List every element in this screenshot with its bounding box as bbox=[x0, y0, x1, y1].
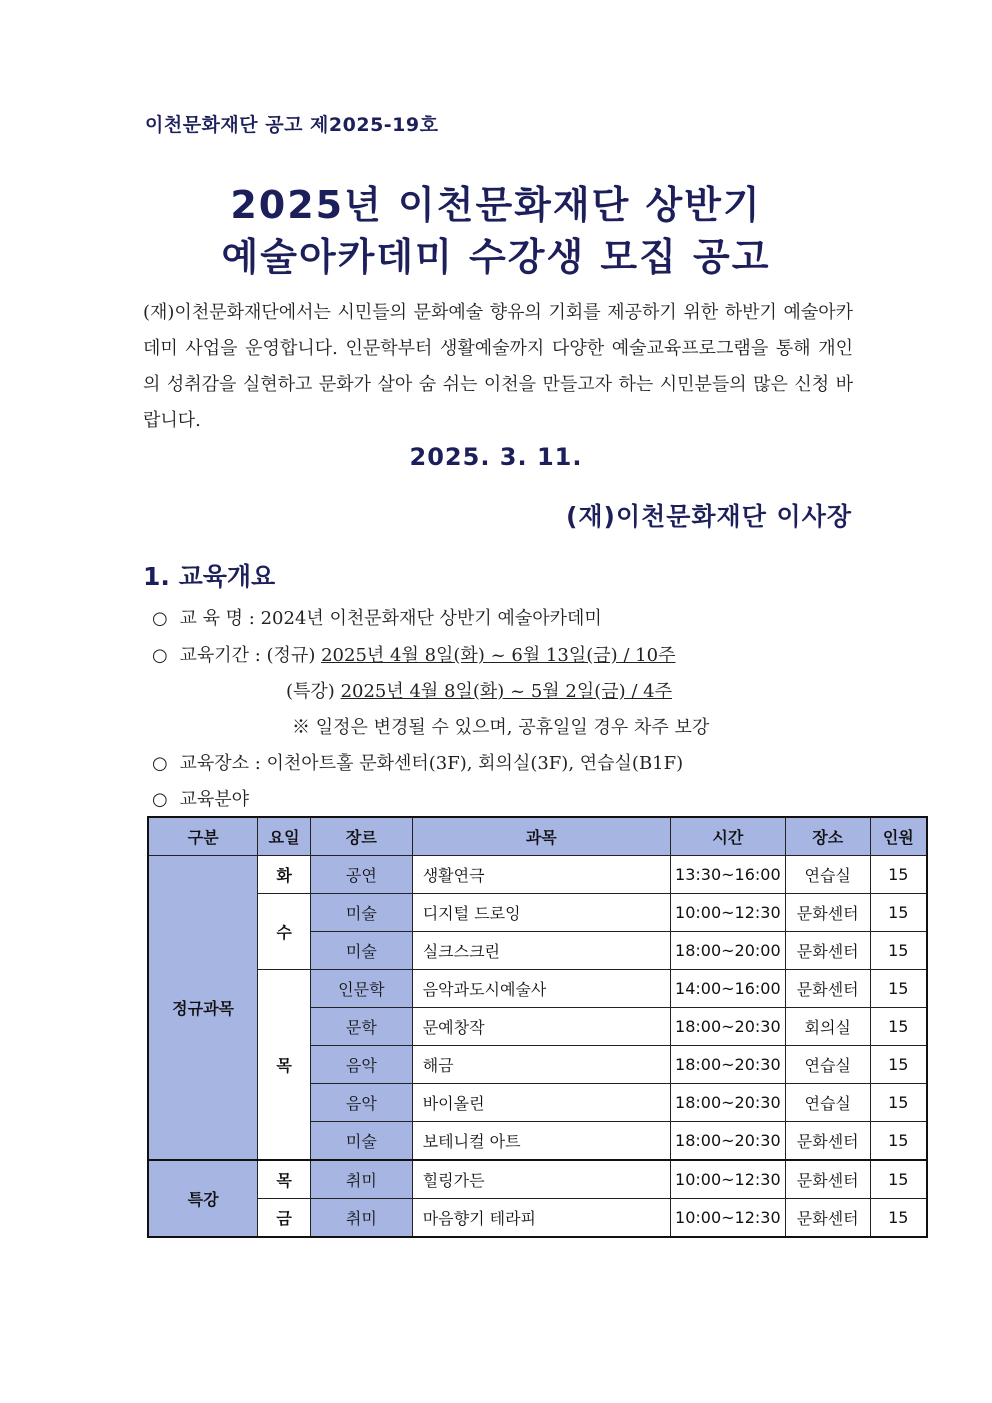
schedule-table bbox=[147, 816, 928, 1238]
place-cell: 문화센터 bbox=[785, 932, 870, 970]
genre-cell: 음악 bbox=[311, 1084, 413, 1122]
notice-number: 이천문화재단 공고 제2025-19호 bbox=[145, 114, 439, 136]
day-cell: 수 bbox=[258, 894, 311, 970]
period-special-tag: (특강) bbox=[286, 681, 335, 702]
time-cell: 18:00~20:30 bbox=[670, 1008, 785, 1046]
bullet-circle-icon: ○ bbox=[152, 789, 168, 810]
place-line bbox=[152, 749, 683, 775]
count-cell: 15 bbox=[870, 1122, 927, 1161]
genre-cell: 취미 bbox=[311, 1160, 413, 1199]
bullet-circle-icon: ○ bbox=[152, 753, 168, 774]
period-note: ※ 일정은 변경될 수 있으며, 공휴일일 경우 차주 보강 bbox=[292, 717, 710, 738]
place-cell: 연습실 bbox=[785, 856, 870, 894]
bullet-circle-icon: ○ bbox=[152, 645, 168, 666]
place-cell: 문화센터 bbox=[785, 970, 870, 1008]
subject-cell: 바이올린 bbox=[412, 1084, 670, 1122]
page-title-line2: 예술아카데미 수강생 모집 공고 bbox=[221, 235, 771, 279]
place-label: 교육장소 : bbox=[179, 753, 261, 774]
place-cell: 연습실 bbox=[785, 1084, 870, 1122]
bullet-circle-icon: ○ bbox=[152, 608, 168, 629]
time-cell: 18:00~20:30 bbox=[670, 1122, 785, 1161]
place-cell: 회의실 bbox=[785, 1008, 870, 1046]
count-cell: 15 bbox=[870, 932, 927, 970]
day-cell: 화 bbox=[258, 856, 311, 894]
table-row bbox=[148, 1199, 927, 1238]
notice-date: 2025. 3. 11. bbox=[409, 443, 583, 471]
period-special-line bbox=[286, 677, 672, 703]
genre-cell: 문학 bbox=[311, 1008, 413, 1046]
day-cell: 목 bbox=[258, 1160, 311, 1199]
genre-cell: 미술 bbox=[311, 894, 413, 932]
period-line bbox=[152, 641, 675, 667]
course-name-label: 교 육 명 : bbox=[179, 608, 255, 629]
time-cell: 18:00~20:30 bbox=[670, 1046, 785, 1084]
time-cell: 13:30~16:00 bbox=[670, 856, 785, 894]
count-cell: 15 bbox=[870, 856, 927, 894]
time-cell: 18:00~20:00 bbox=[670, 932, 785, 970]
count-cell: 15 bbox=[870, 1008, 927, 1046]
period-label: 교육기간 : bbox=[179, 645, 261, 666]
period-special: 2025년 4월 8일(화) ~ 5월 2일(금) / 4주 bbox=[340, 681, 673, 702]
place-value: 이천아트홀 문화센터(3F), 회의실(3F), 연습실(B1F) bbox=[266, 753, 684, 774]
genre-cell: 음악 bbox=[311, 1046, 413, 1084]
count-cell: 15 bbox=[870, 1084, 927, 1122]
time-cell: 14:00~16:00 bbox=[670, 970, 785, 1008]
genre-cell: 취미 bbox=[311, 1199, 413, 1238]
subject-cell: 보테니컬 아트 bbox=[412, 1122, 670, 1161]
header-subject: 과목 bbox=[412, 817, 670, 856]
header-count: 인원 bbox=[870, 817, 927, 856]
subject-cell: 해금 bbox=[412, 1046, 670, 1084]
header-genre: 장르 bbox=[311, 817, 413, 856]
category-special: 특강 bbox=[148, 1160, 258, 1237]
period-regular-tag: (정규) bbox=[266, 645, 316, 666]
count-cell: 15 bbox=[870, 894, 927, 932]
place-cell: 문화센터 bbox=[785, 1160, 870, 1199]
course-name-line bbox=[152, 604, 602, 630]
place-cell: 문화센터 bbox=[785, 1199, 870, 1238]
day-cell: 목 bbox=[258, 970, 311, 1161]
time-cell: 18:00~20:30 bbox=[670, 1084, 785, 1122]
period-regular: 2025년 4월 8일(화) ~ 6월 13일(금) / 10주 bbox=[321, 645, 676, 666]
count-cell: 15 bbox=[870, 970, 927, 1008]
subject-cell: 마음향기 테라피 bbox=[412, 1199, 670, 1238]
genre-cell: 미술 bbox=[311, 932, 413, 970]
page-title-line1: 2025년 이천문화재단 상반기 bbox=[230, 183, 762, 227]
count-cell: 15 bbox=[870, 1160, 927, 1199]
subject-cell: 생활연극 bbox=[412, 856, 670, 894]
header-category: 구분 bbox=[148, 817, 258, 856]
field-label: 교육분야 bbox=[179, 789, 250, 810]
subject-cell: 문예창작 bbox=[412, 1008, 670, 1046]
subject-cell: 힐링가든 bbox=[412, 1160, 670, 1199]
genre-cell: 미술 bbox=[311, 1122, 413, 1161]
section-heading: 1. 교육개요 bbox=[143, 562, 276, 591]
header-place: 장소 bbox=[785, 817, 870, 856]
place-cell: 연습실 bbox=[785, 1046, 870, 1084]
subject-cell: 음악과도시예술사 bbox=[412, 970, 670, 1008]
table-row bbox=[148, 894, 927, 932]
header-day: 요일 bbox=[258, 817, 311, 856]
count-cell: 15 bbox=[870, 1199, 927, 1238]
day-cell: 금 bbox=[258, 1199, 311, 1238]
header-time: 시간 bbox=[670, 817, 785, 856]
genre-cell: 공연 bbox=[311, 856, 413, 894]
time-cell: 10:00~12:30 bbox=[670, 894, 785, 932]
table-row bbox=[148, 856, 927, 894]
table-row bbox=[148, 1160, 927, 1199]
count-cell: 15 bbox=[870, 1046, 927, 1084]
course-name-value: 2024년 이천문화재단 상반기 예술아카데미 bbox=[260, 608, 602, 629]
table-row bbox=[148, 970, 927, 1008]
time-cell: 10:00~12:30 bbox=[670, 1160, 785, 1199]
subject-cell: 디지털 드로잉 bbox=[412, 894, 670, 932]
genre-cell: 인문학 bbox=[311, 970, 413, 1008]
time-cell: 10:00~12:30 bbox=[670, 1199, 785, 1238]
place-cell: 문화센터 bbox=[785, 1122, 870, 1161]
intro-paragraph: (재)이천문화재단에서는 시민들의 문화예술 향유의 기회를 제공하기 위한 하반기 예술아카데미 사업을 운영합니다. 인문학부터 생활예술까지 다양한 예술교육프로그램을 통해 개인의 성취감을 실현하고 문화가 살아 숨 쉬는 이천을 만들고자 하는 시민분들의 많은 신청 바랍니다. bbox=[143, 302, 853, 431]
category-regular: 정규과목 bbox=[148, 856, 258, 1161]
signer: (재)이천문화재단 이사장 bbox=[565, 502, 852, 531]
place-cell: 문화센터 bbox=[785, 894, 870, 932]
subject-cell: 실크스크린 bbox=[412, 932, 670, 970]
table-header-row bbox=[148, 817, 927, 856]
field-line bbox=[152, 785, 249, 811]
